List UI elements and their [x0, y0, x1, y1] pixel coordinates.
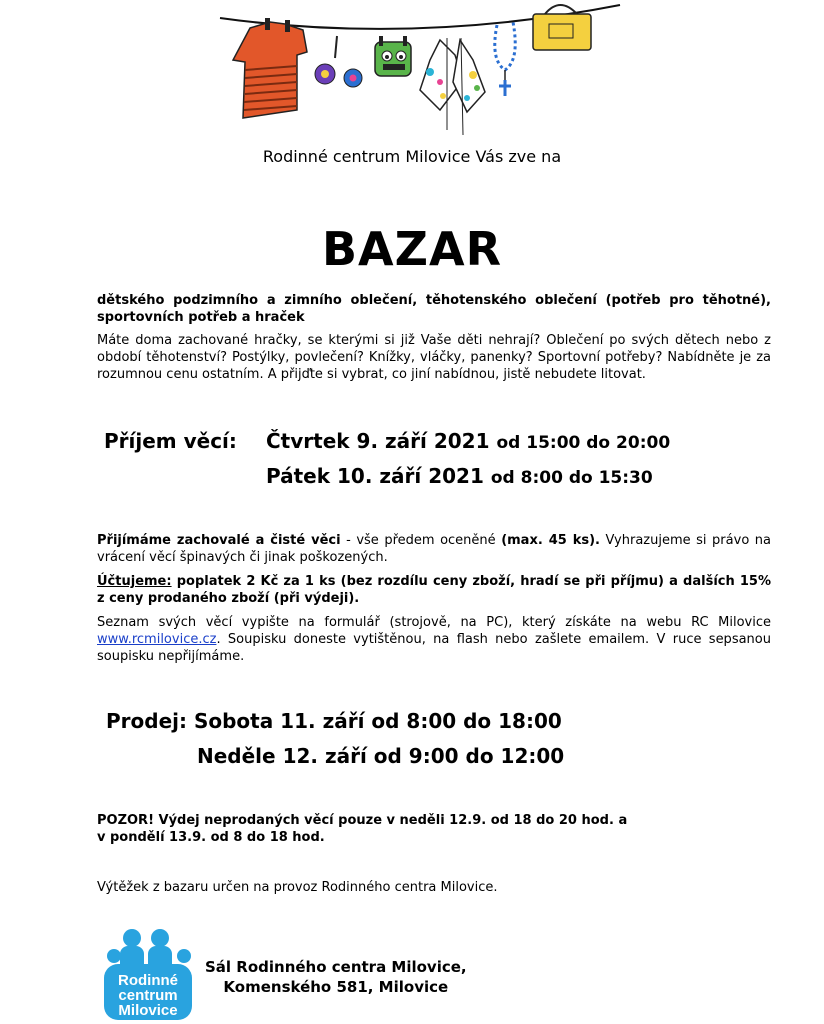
list-paragraph — [97, 614, 771, 665]
fees-label: Účtujeme: — [97, 574, 172, 589]
sneakers-icon — [420, 38, 485, 135]
sale-sunday: Neděle 12. září od 9:00 do 12:00 — [197, 744, 565, 768]
subtitle: dětského podzimního a zimního oblečení, těhotenského oblečení (potřeb pro těhotné), sportovních potřeb a hraček — [97, 293, 771, 325]
list-text2: . Soupisku doneste vytištěnou, na flash nebo zašlete emailem. V ruce sepsanou soupisku nepřijímáme. — [97, 632, 771, 664]
dress-icon — [233, 18, 307, 118]
intake-day2-time: od 8:00 do 15:30 — [490, 468, 653, 488]
intake-day1-time: od 15:00 do 20:00 — [496, 433, 671, 453]
accept-max: (max. 45 ks). — [501, 533, 600, 548]
address-line2: Komenského 581, Milovice — [223, 978, 449, 996]
intro-line: Rodinné centrum Milovice Vás zve na — [262, 147, 562, 166]
flower-icon — [315, 36, 362, 87]
proceeds-text: Výtěžek z bazaru určen na provoz Rodinného centra Milovice. — [97, 880, 498, 895]
bib-icon — [375, 36, 411, 76]
intake-day1-date: Čtvrtek 9. září 2021 — [266, 429, 490, 453]
accept-text: - vše předem oceněné — [340, 533, 502, 548]
intake-label: Příjem věcí: — [104, 429, 237, 453]
address — [205, 957, 467, 997]
sale-saturday: Prodej: Sobota 11. září od 8:00 do 18:00 — [106, 709, 562, 733]
website-link[interactable]: www.rcmilovice.cz — [97, 632, 217, 647]
warning-line1: POZOR! Výdej neprodaných věcí pouze v neděli 12.9. od 18 do 20 hod. a — [97, 813, 628, 828]
clothesline-illustration — [215, 0, 625, 140]
accept-bold: Přijímáme zachovalé a čisté věci — [97, 533, 341, 548]
accept-paragraph — [97, 532, 771, 566]
intake-day2 — [266, 464, 653, 488]
warning-line2: v pondělí 13.9. od 8 do 18 hod. — [97, 830, 325, 845]
logo-line3: Milovice — [118, 1002, 178, 1019]
list-text1: Seznam svých věcí vypište na formulář (strojově, na PC), který získáte na webu RC Milovice — [97, 615, 771, 630]
logo-line2: centrum — [118, 987, 178, 1004]
logo-line1: Rodinné — [118, 972, 178, 989]
fees-text: poplatek 2 Kč za 1 ks (bez rozdílu ceny zboží, hradí se při příjmu) a dalších 15% z ceny prodaného zboží (při výdeji). — [97, 574, 771, 606]
intake-day2-date: Pátek 10. září 2021 — [266, 464, 484, 488]
fees-paragraph — [97, 573, 771, 607]
address-line1: Sál Rodinného centra Milovice, — [205, 958, 467, 976]
rc-milovice-logo — [98, 926, 198, 1022]
intake-day1 — [266, 429, 670, 453]
rosary-icon — [495, 22, 515, 96]
description: Máte doma zachované hračky, se kterými si již Vaše děti nehrají? Oblečení po svých dětech nebo z období těhotenství? Postýlky, povlečení? Knížky, vláčky, panenky? Sportovní potřeby? Nabídněte je za rozumnou cenu ostatním. A přijďte si vybrat, co jiní nabídnou, jistě nebudete litovat. — [97, 333, 771, 382]
page-title: BAZAR — [321, 222, 503, 276]
accept-reserve: Vyhrazujeme si právo na vrácení věcí špinavých či jinak poškozených. — [97, 533, 771, 565]
warning-paragraph — [97, 812, 771, 846]
